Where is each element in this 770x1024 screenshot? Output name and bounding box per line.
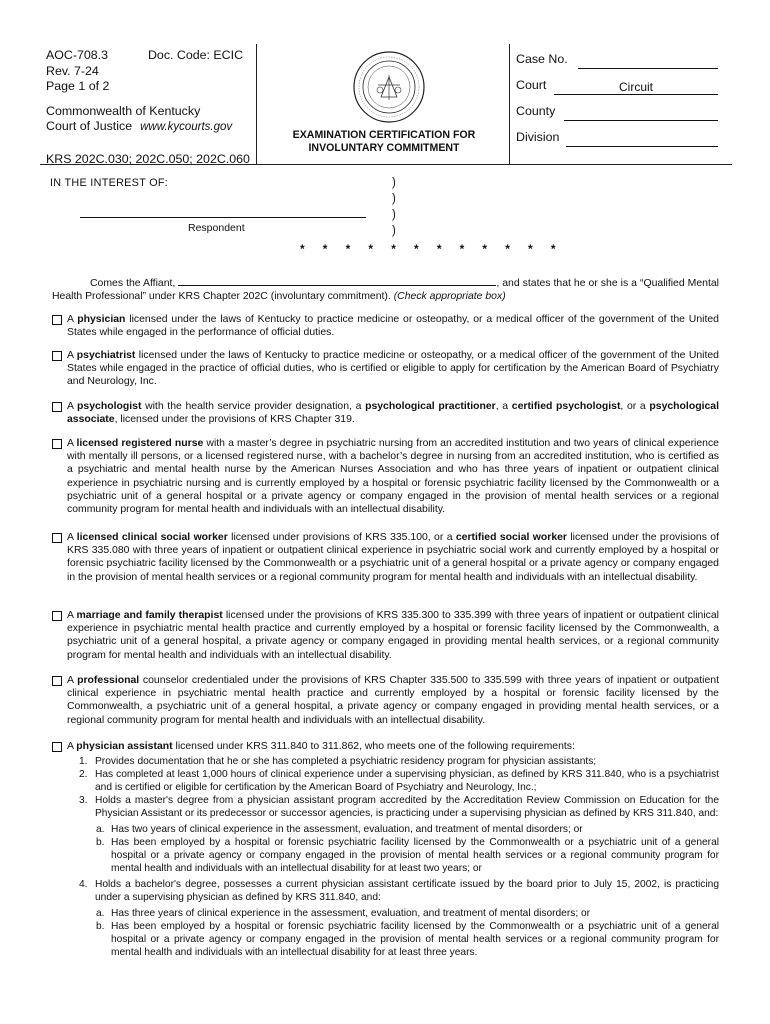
header-left bbox=[46, 48, 256, 167]
in-the-interest-of: IN THE INTEREST OF: bbox=[50, 177, 169, 189]
statutes: KRS 202C.030; 202C.050; 202C.060 bbox=[46, 151, 250, 166]
opt-text: A bbox=[67, 675, 78, 686]
checkbox-professional-counselor[interactable] bbox=[52, 676, 62, 686]
court-field[interactable] bbox=[516, 78, 726, 104]
doc-code: Doc. Code: ECIC bbox=[147, 48, 244, 62]
form-title bbox=[268, 129, 500, 155]
respondent-name-line[interactable] bbox=[80, 217, 366, 218]
opt-bold: psychological practitioner bbox=[365, 401, 496, 412]
option-marriage-family-therapist bbox=[52, 609, 719, 662]
opt-bold: certified psychologist bbox=[511, 401, 621, 412]
paren: ) bbox=[392, 177, 396, 189]
opt-text: licensed under KRS 311.840 to 311.862, who meets one of the following requirements: bbox=[172, 741, 575, 752]
county-label: County bbox=[516, 104, 556, 118]
list-text: Has two years of clinical experience in the assessment, evaluation, and treatment of mental disorders; or bbox=[111, 824, 583, 835]
checkbox-psychiatrist[interactable] bbox=[52, 351, 62, 361]
court-seal-icon bbox=[352, 50, 426, 124]
opt-bold: physician bbox=[77, 314, 126, 325]
affiant-statement bbox=[52, 276, 719, 303]
option-psychiatrist bbox=[52, 349, 719, 389]
list-number: 4. bbox=[79, 879, 88, 890]
county-field[interactable] bbox=[516, 104, 726, 130]
court-input[interactable]: Circuit bbox=[554, 80, 718, 95]
respondent-label: Respondent bbox=[188, 222, 245, 234]
opt-bold: certified social worker bbox=[455, 532, 567, 543]
case-no-input[interactable] bbox=[578, 54, 718, 69]
list-text: Has three years of clinical experience in the assessment, evaluation, and treatment of mental disorders; or bbox=[111, 908, 591, 919]
opt-text: A bbox=[67, 314, 78, 325]
list-text: Provides documentation that he or she has completed a psychiatric residency program for physician assistants; bbox=[95, 756, 597, 767]
opt-bold: professional bbox=[77, 675, 140, 686]
opt-text: with a master’s degree in psychiatric nursing from an accredited institution and two years of clinical experience with mentally ill persons, or a licensed registered nurse, with a bachelor’s degree in nursing from an accredited institution, who is certified as a psychiatric and mental health nurse by the American Nurses Association and who has three years of inpatient or outpatient clinical experience in psychiatric nursing and is currently employed by a hospital or forensic psychiatric facility licensed by the Commonwealth or a psychiatric unit of a general hospital or a private agency or company engaged in the provision of mental health services or a regional community program for mental health and individuals with an intellectual disability. bbox=[67, 438, 719, 516]
opt-text: A bbox=[67, 741, 77, 752]
list-item bbox=[67, 878, 719, 904]
opt-text: A bbox=[67, 350, 77, 361]
list-text: Has been employed by a hospital or forensic psychiatric facility licensed by the Commonwealth or a psychiatric unit of a general hospital or a private agency or company engaged in the provision of mental health services or a regional community program for mental health and individuals with an intellectual disability for at least two years; or bbox=[111, 837, 719, 874]
paren: ) bbox=[392, 193, 396, 205]
opt-bold: psychiatrist bbox=[76, 350, 136, 361]
intro-part1: Comes the Affiant, bbox=[90, 278, 176, 289]
checkbox-marriage-family-therapist[interactable] bbox=[52, 611, 62, 621]
list-sub-item bbox=[67, 823, 719, 836]
opt-text: licensed under the laws of Kentucky to practice medicine or osteopathy, or a medical officer of the government of the United States while engaged in the performance of official duties. bbox=[67, 314, 719, 339]
list-sub-item bbox=[67, 907, 719, 920]
opt-text: licensed under the provisions of KRS 335.080 with three years of inpatient or outpatient clinical experience in psychiatric social work and currently employed by a hospital or forensic psychiatric facility licensed by the Commonwealth or a psychiatric unit of a general hospital or a private agency or company engaged in the provision of mental health services or a regional community program for mental health and individuals with an intellectual disability. bbox=[67, 532, 719, 583]
opt-text: with the health service provider designation, a bbox=[141, 401, 366, 412]
checkbox-physician[interactable] bbox=[52, 315, 62, 325]
opt-text: A bbox=[67, 438, 77, 449]
court-label: Court bbox=[516, 78, 547, 92]
opt-text: licensed under the laws of Kentucky to practice medicine or osteopathy, or a medical officer of the government of the United States while engaged in the practice of official duties, who is certified or eligible to apply for certification by the American Board of Psychiatry and Neurology, Inc. bbox=[67, 350, 719, 388]
option-psychologist bbox=[52, 400, 719, 426]
list-item bbox=[67, 768, 719, 794]
checkbox-psychologist[interactable] bbox=[52, 402, 62, 412]
list-letter: a. bbox=[96, 908, 105, 919]
list-letter: b. bbox=[96, 837, 105, 848]
option-social-worker bbox=[52, 531, 719, 584]
list-text: Holds a master's degree from a physician assistant program accredited by the Accreditation Review Commission on Education for the Physician Assistant or its predecessor or successor agencies, is practicing under a supervising physician as defined by KRS 311.840, and: bbox=[95, 795, 719, 819]
list-text: Holds a bachelor's degree, possesses a current physician assistant certificate issued by the board prior to July 15, 2002, is practicing under a supervising physician as defined by KRS 311.840, and: bbox=[95, 879, 719, 903]
list-letter: a. bbox=[96, 824, 105, 835]
list-number: 3. bbox=[79, 795, 88, 806]
paren: ) bbox=[392, 209, 396, 221]
opt-text: A bbox=[67, 532, 77, 543]
form-title-line1: EXAMINATION CERTIFICATION FOR bbox=[292, 129, 476, 141]
intro-part2: , and states that he or she is a “Qualified Mental Health Professional” under KRS Chapter 202C (involuntary commitment). bbox=[52, 278, 719, 303]
form-title-line2: INVOLUNTARY COMMITMENT bbox=[308, 142, 460, 154]
checkbox-physician-assistant[interactable] bbox=[52, 742, 62, 752]
option-physician-assistant bbox=[52, 740, 719, 753]
list-sub-item bbox=[67, 836, 719, 875]
list-item bbox=[67, 794, 719, 820]
list-item bbox=[67, 755, 719, 768]
list-letter: b. bbox=[96, 921, 105, 932]
opt-text: counselor credentialed under the provisions of KRS Chapter 335.500 to 335.599 with three years of inpatient or outpatient clinical experience in psychiatric mental health practice and currently employed by a hospital or forensic facility licensed by the Commonwealth, a psychiatric unit of a general hospital, a private agency or company engaged in providing mental health services, or a regional community program for mental health and individuals with an intellectual disability. bbox=[67, 675, 719, 726]
opt-text: , licensed under the provisions of KRS Chapter 319. bbox=[114, 414, 355, 426]
county-input[interactable] bbox=[564, 106, 718, 121]
opt-bold: psychologist bbox=[77, 401, 142, 412]
case-fields bbox=[516, 52, 726, 156]
checkbox-social-worker[interactable] bbox=[52, 533, 62, 543]
opt-text: licensed under provisions of KRS 335.100, or a bbox=[227, 532, 456, 543]
star-divider: * * * * * * * * * * * * bbox=[300, 242, 563, 256]
opt-text: , a bbox=[495, 401, 512, 412]
checkbox-registered-nurse[interactable] bbox=[52, 439, 62, 449]
case-no-label: Case No. bbox=[516, 52, 568, 66]
commonwealth: Commonwealth of Kentucky bbox=[46, 103, 201, 118]
paren: ) bbox=[392, 225, 396, 237]
opt-bold: psychological associate bbox=[67, 401, 719, 426]
page-number: Page 1 of 2 bbox=[46, 79, 110, 93]
affiant-name-line[interactable] bbox=[178, 276, 496, 286]
opt-text: licensed under the provisions of KRS 335.300 to 335.399 with three years of inpatient or outpatient clinical experience in psychiatric mental health practice and currently employed by a hospital or forensic facility licensed by the Commonwealth, a psychiatric unit of a general hospital, a private agency or company engaged in providing mental health services, or a regional community program for mental health and individuals with an intellectual disability. bbox=[67, 610, 719, 661]
court-of-justice: Court of Justice bbox=[46, 119, 133, 133]
opt-bold: physician assistant bbox=[76, 741, 173, 752]
option-professional-counselor bbox=[52, 674, 719, 727]
list-text: Has completed at least 1,000 hours of clinical experience under a supervising physician, as defined by KRS 311.840, who is a psychiatrist and is certified or eligible for certification by the American Board of Psychiatry and Neurology, Inc.; bbox=[95, 769, 719, 793]
opt-text: A bbox=[67, 401, 78, 412]
option-physician bbox=[52, 313, 719, 339]
revision: Rev. 7-24 bbox=[46, 63, 99, 78]
option-registered-nurse bbox=[52, 437, 719, 516]
division-field[interactable] bbox=[516, 130, 726, 156]
list-number: 1. bbox=[79, 756, 88, 767]
opt-bold: licensed clinical social worker bbox=[76, 532, 228, 543]
division-label: Division bbox=[516, 130, 560, 144]
list-text: Has been employed by a hospital or forensic psychiatric facility licensed by the Commonwealth or a psychiatric unit of a general hospital or a private agency or company engaged in the provision of mental health services or a regional community program for mental health and individuals with an intellectual disability for at least three years. bbox=[111, 921, 719, 958]
division-input[interactable] bbox=[566, 132, 718, 147]
check-note: (Check appropriate box) bbox=[393, 291, 506, 303]
list-number: 2. bbox=[79, 769, 88, 780]
physician-assistant-requirements bbox=[67, 755, 719, 959]
caption-parens bbox=[392, 175, 396, 239]
list-sub-item bbox=[67, 920, 719, 959]
website: www.kycourts.gov bbox=[140, 121, 233, 133]
opt-text: , or a bbox=[620, 401, 650, 412]
opt-text: A bbox=[67, 610, 77, 621]
opt-bold: marriage and family therapist bbox=[76, 610, 223, 621]
form-number: AOC-708.3 bbox=[46, 48, 108, 62]
case-no-field[interactable] bbox=[516, 52, 726, 78]
header-divider bbox=[40, 164, 731, 165]
opt-bold: licensed registered nurse bbox=[76, 438, 204, 449]
